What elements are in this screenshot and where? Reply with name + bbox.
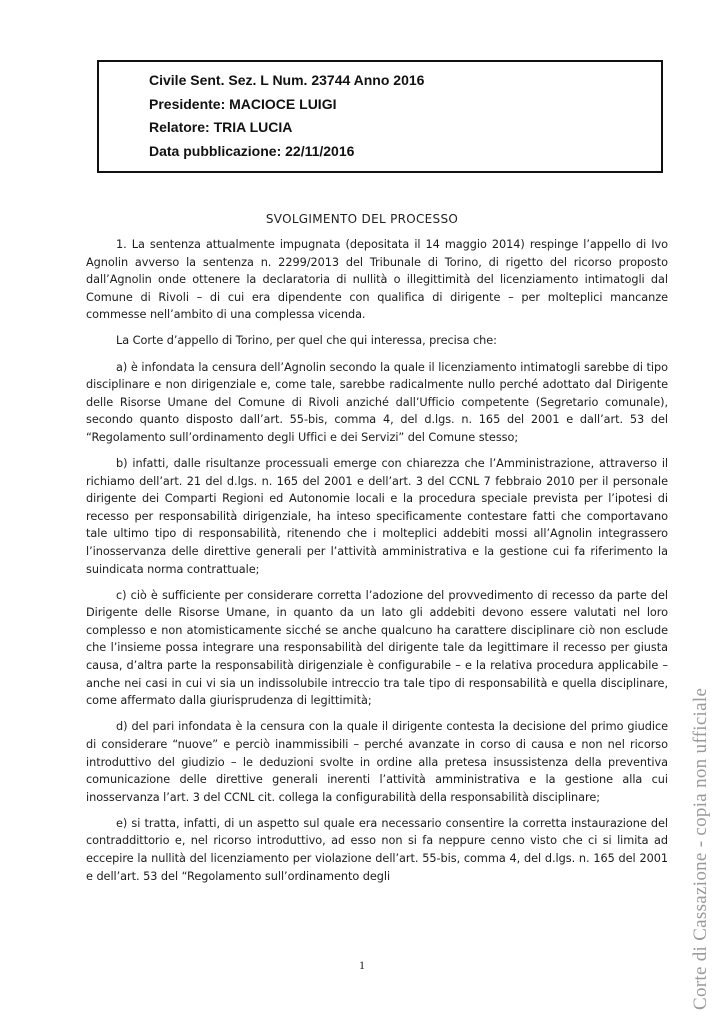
paragraph-5: c) ciò è sufficiente per considerare corretta l’adozione del provvedimento di recesso da parte del Dirigente delle Risorse Umane, in quanto da un lato gli addebiti devono essere valutati nel loro complesso e non atomisticamente sicché se anche qualcuno ha carattere disciplinare ciò non esclude che l’insieme possa integrare una responsabilità del dirigente tale da legittimare il recesso per giusta causa, d’altra parte la responsabilità dirigenziale è configurabile – e la relativa procedura applicabile – anche nei casi in cui vi sia un indissolubile intreccio tra tale tipo di responsabilità e quella disciplinare, come affermato dalla giurisprudenza di legittimità; bbox=[86, 588, 668, 708]
section-title: SVOLGIMENTO DEL PROCESSO bbox=[265, 212, 459, 226]
paragraph-4: b) infatti, dalle risultanze processuali emerge con chiarezza che l’Amministrazione, attraverso il richiamo dell’art. 21 del d.lgs. n. 165 del 2001 e dell’art. 3 del CCNL 7 febbraio 2010 per il personale dirigente dei Comparti Regioni ed Autonomie locali e la procedura speciale prevista per l’ipotesi di recesso per responsabilità dirigenziale, ha inteso specificamente contestare fatti che comportavano tale ultimo tipo di responsabilità, ritenendo che i molteplici addebiti mossi all’Agnolin integrassero l’inosservanza delle direttive generali per l’attività amministrativa e la gestione cui fa riferimento la suindicata norma contrattuale; bbox=[86, 457, 668, 576]
president: Presidente: MACIOCE LUIGI bbox=[149, 95, 337, 112]
case-reference: Civile Sent. Sez. L Num. 23744 Anno 2016 bbox=[149, 72, 425, 88]
paragraph-2: La Corte d’appello di Torino, per quel che qui interessa, precisa che: bbox=[116, 334, 497, 348]
case-header-box bbox=[97, 60, 663, 173]
rapporteur: Relatore: TRIA LUCIA bbox=[149, 119, 293, 135]
watermark: Corte di Cassazione - copia non ufficiale bbox=[690, 687, 711, 1010]
page-number: 1 bbox=[359, 958, 365, 972]
paragraph-1: 1. La sentenza attualmente impugnata (depositata il 14 maggio 2014) respinge l’appello di Ivo Agnolin avverso la sentenza n. 2299/2013 del Tribunale di Torino, di rigetto del ricorso proposto dall’Agnolin onde ottenere la declaratoria di nullità o illegittimità del licenziamento intimatogli dal Comune di Rivoli – di cui era dipendente con qualifica di dirigente – per molteplici mancanze commesse nell’ambito di una complessa vicenda. bbox=[86, 238, 668, 322]
paragraph-3: a) è infondata la censura dell’Agnolin secondo la quale il licenziamento intimatogli sarebbe di tipo disciplinare e non dirigenziale e, come tale, sarebbe radicalmente nullo perché adottato dal Dirigente delle Risorse Umane del Comune di Rivoli anziché dall’Ufficio competente (Segretario comunale), secondo quanto disposto dall’art. 55-bis, comma 4, del d.lgs. n. 165 del 2001 e dall’art. 53 del “Regolamento sull’ordinamento degli Uffici e dei Servizi” del Comune stesso; bbox=[86, 360, 668, 444]
document-body bbox=[86, 236, 668, 894]
paragraph-7: e) si tratta, infatti, di un aspetto sul quale era necessario consentire la corretta instaurazione del contraddittorio e, nel ricorso introduttivo, ad esso non si fa neppure cenno visto che ci si limita ad eccepire la nullità del licenziamento per violazione dell’art. 55-bis, comma 4, del d.lgs. n. 165 del 2001 e dell’art. 53 del “Regolamento sull’ordinamento degli bbox=[86, 816, 668, 883]
paragraph-6: d) del pari infondata è la censura con la quale il dirigente contesta la decisione del primo giudice di considerare “nuove” e perciò inammissibili – perché avanzate in corso di causa e non nel ricorso introduttivo del giudizio – le deduzioni svolte in ordine alla pretesa insussistenza della preventiva comunicazione delle direttive generali inerenti l’attività amministrativa e la gestione alla cui inosservanza l’art. 3 del CCNL cit. collega la configurabilità della responsabilità disciplinare; bbox=[86, 720, 668, 804]
publication-date: Data pubblicazione: 22/11/2016 bbox=[149, 142, 355, 159]
